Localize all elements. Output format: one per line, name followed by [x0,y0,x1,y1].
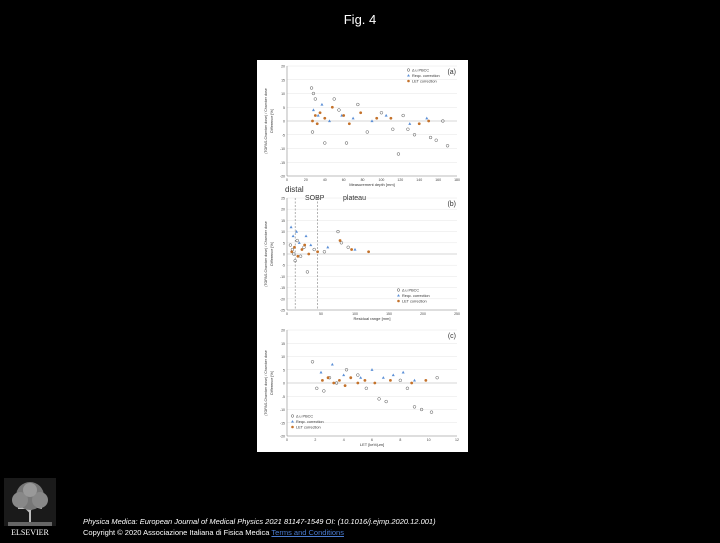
data-point-filled [350,248,353,251]
data-point-triangle [402,371,405,374]
data-point-triangle [326,246,329,249]
data-point-open [385,400,388,403]
data-point-open [323,250,326,253]
data-point-open [365,387,368,390]
legend-marker [407,69,410,72]
x-tick-label: 40 [322,178,327,182]
data-point-open [299,255,302,258]
x-tick-label: 12 [455,438,459,442]
data-point-open [314,98,317,101]
y-tick-label: 15 [281,341,285,346]
data-point-filled [389,117,392,120]
data-point-open [345,142,348,145]
y-tick-label: -15 [279,286,285,291]
x-tick-label: 0 [286,178,288,182]
y-axis-label-secondary: (TOPAS-Chamber dose) / Chamber dose [264,221,268,287]
data-point-open [333,98,336,101]
legend-marker [397,300,400,303]
data-point-triangle [309,243,312,246]
y-tick-label: 15 [281,78,285,83]
y-axis-label: Difference [%] [270,109,274,133]
x-tick-label: 250 [454,312,460,316]
data-point-filled [290,250,293,253]
data-point-filled [359,111,362,114]
data-point-filled [303,244,306,247]
data-point-triangle [312,108,315,111]
y-tick-label: -10 [279,408,285,412]
data-point-triangle [317,114,320,117]
data-point-filled [342,114,345,117]
data-point-open [402,114,405,117]
data-point-open [323,142,326,145]
x-tick-label: 60 [341,178,346,182]
data-point-filled [356,382,359,385]
data-point-filled [364,379,367,382]
y-tick-label: 10 [281,355,285,359]
data-point-open [338,109,341,112]
data-point-triangle [331,363,334,366]
data-point-triangle [408,122,411,125]
data-point-filled [316,250,319,253]
data-point-filled [339,239,342,242]
data-point-filled [301,248,304,251]
terms-link[interactable]: Terms and Conditions [271,528,344,537]
data-point-open [435,139,438,142]
data-point-filled [323,117,326,120]
data-point-filled [418,122,421,125]
legend-entry: LET correction [296,425,321,430]
x-tick-label: 0 [286,312,288,316]
data-point-filled [332,382,335,385]
y-tick-label: 5 [283,241,285,246]
legend-entry: Δ u PBCC [412,68,430,73]
x-tick-label: 120 [397,178,404,182]
legend-entry: Reqc. correction [412,73,440,78]
data-point-triangle [352,117,355,120]
panel-label: (a) [447,69,456,76]
data-point-filled [389,379,392,382]
y-tick-label: 0 [283,119,285,124]
data-point-filled [373,382,376,385]
data-point-filled [410,382,413,385]
region-label: plateau [343,195,366,202]
y-tick-label: -5 [281,394,285,399]
y-tick-label: -5 [281,133,285,138]
data-point-open [413,405,416,408]
data-point-filled [293,246,296,249]
data-point-open [397,153,400,156]
data-point-open [347,246,350,249]
x-tick-label: 6 [371,438,373,442]
data-point-open [436,376,439,379]
y-axis-label: Difference [%] [270,242,274,266]
y-tick-label: 15 [281,218,285,223]
y-tick-label: 20 [281,328,285,333]
data-point-filled [296,255,299,258]
panel-label: (b) [447,201,456,208]
y-tick-label: 25 [281,196,285,201]
chart-panel-3 [264,329,459,448]
data-point-open [378,398,381,401]
data-point-triangle [305,234,308,237]
citation-block [83,516,436,538]
elsevier-logo[interactable] [4,478,56,538]
figure-svg [257,60,468,452]
y-axis-label-secondary: (TOPAS-Chamber dose) / Chamber dose [264,88,268,154]
legend-entry: Δ u PBCC [402,288,420,293]
y-tick-label: -25 [279,308,285,313]
y-tick-label: 0 [283,381,285,386]
legend-marker [291,415,294,418]
region-label: SOBP [305,195,325,202]
y-tick-label: 5 [283,368,285,373]
data-point-open [399,379,402,382]
data-point-open [306,271,309,274]
data-point-open [296,239,299,242]
x-tick-label: 10 [426,438,431,442]
data-point-filled [427,120,430,123]
panel-label: (c) [447,333,456,340]
data-point-open [311,360,314,363]
data-point-filled [348,122,351,125]
data-point-filled [316,122,319,125]
x-tick-label: 50 [319,312,323,316]
x-tick-label: 150 [386,312,392,316]
data-point-triangle [385,114,388,117]
legend-marker [291,420,294,422]
data-point-triangle [359,376,362,379]
data-point-filled [424,379,427,382]
data-point-filled [321,379,324,382]
x-tick-label: 20 [303,178,308,182]
legend-marker [407,74,410,76]
data-point-filled [367,250,370,253]
tree-icon [4,478,56,538]
data-point-filled [319,111,322,114]
data-point-filled [349,376,352,379]
data-point-triangle [320,371,323,374]
y-tick-label: 5 [283,105,285,110]
data-point-triangle [342,373,345,376]
copyright-text: Copyright © 2020 Associazione Italiana di Fisica Medica [83,528,270,537]
y-tick-label: -20 [279,174,285,179]
legend-marker [397,294,400,296]
legend-entry: Reqc. correction [296,419,324,424]
data-point-triangle [290,226,293,229]
chart-panel-2 [264,185,460,321]
y-tick-label: 10 [281,230,285,235]
legend-marker [291,426,294,429]
data-point-triangle [392,373,395,376]
citation-line: Physica Medica: European Journal of Medical Physics 2021 81147-1549 OI: (10.1016/j.ejmp.2020.12.001) [83,517,436,526]
data-point-open [356,374,359,377]
y-tick-label: -20 [279,297,285,302]
x-tick-label: 140 [416,178,423,182]
data-point-open [366,131,369,134]
data-point-triangle [382,376,385,379]
x-tick-label: 2 [314,438,317,442]
x-axis-label: Residual range [mm] [353,316,391,321]
y-tick-label: 20 [281,64,285,69]
x-tick-label: 160 [435,178,442,182]
legend-marker [397,289,400,292]
data-point-open [446,144,449,147]
data-point-open [406,387,409,390]
y-tick-label: -5 [281,263,285,268]
y-tick-label: -15 [279,160,285,165]
legend-entry: LET correction [412,79,437,84]
data-point-open [406,128,409,131]
legend-marker [407,80,410,83]
data-point-filled [314,114,317,117]
y-tick-label: 20 [281,207,285,212]
x-tick-label: 4 [342,438,345,442]
legend-entry: LET correction [402,299,427,304]
data-point-filled [338,379,341,382]
data-point-open [289,244,292,247]
y-tick-label: -10 [279,274,285,279]
x-tick-label: 80 [360,178,365,182]
x-axis-label: Measurement depth [mm] [349,182,395,187]
data-point-open [310,87,313,90]
data-point-open [313,248,316,251]
x-tick-label: 0 [286,438,288,442]
data-point-filled [327,376,330,379]
data-point-filled [375,117,378,120]
chart-panel-1 [264,65,460,188]
data-point-triangle [320,103,323,106]
y-tick-label: 0 [283,252,285,257]
figure-title: Fig. 4 [343,12,377,27]
data-point-triangle [292,234,295,237]
data-point-filled [307,253,310,256]
y-axis-label-secondary: (TOPAS-Chamber dose) / Chamber dose [264,350,268,416]
data-point-open [356,103,359,106]
data-point-triangle [354,248,357,251]
y-tick-label: -15 [279,421,285,426]
y-tick-label: -20 [279,434,285,439]
data-point-triangle [425,117,428,120]
data-point-open [429,136,432,139]
y-tick-label: -10 [279,147,285,151]
x-axis-label: LET [keV/μm] [359,442,385,447]
data-point-filled [344,384,347,387]
region-label: distal [285,185,304,194]
x-tick-label: 100 [378,178,385,182]
data-point-open [322,390,325,393]
x-tick-label: 100 [352,312,358,316]
y-tick-label: 10 [281,92,285,96]
data-point-open [315,387,318,390]
legend-entry: Reqc. correction [402,293,430,298]
y-axis-label: Difference [%] [270,371,274,395]
x-tick-label: 180 [454,178,460,182]
legend-entry: Δ u PBCC [296,414,314,419]
x-tick-label: 200 [420,312,426,316]
data-point-open [311,131,314,134]
data-point-open [430,411,433,414]
x-tick-label: 8 [399,438,402,442]
data-point-open [380,111,383,114]
elsevier-wordmark: ELSEVIER [11,528,49,537]
data-point-triangle [413,379,416,382]
data-point-filled [331,106,334,109]
figure-image [257,60,468,452]
data-point-open [391,128,394,131]
data-point-filled [311,120,314,123]
